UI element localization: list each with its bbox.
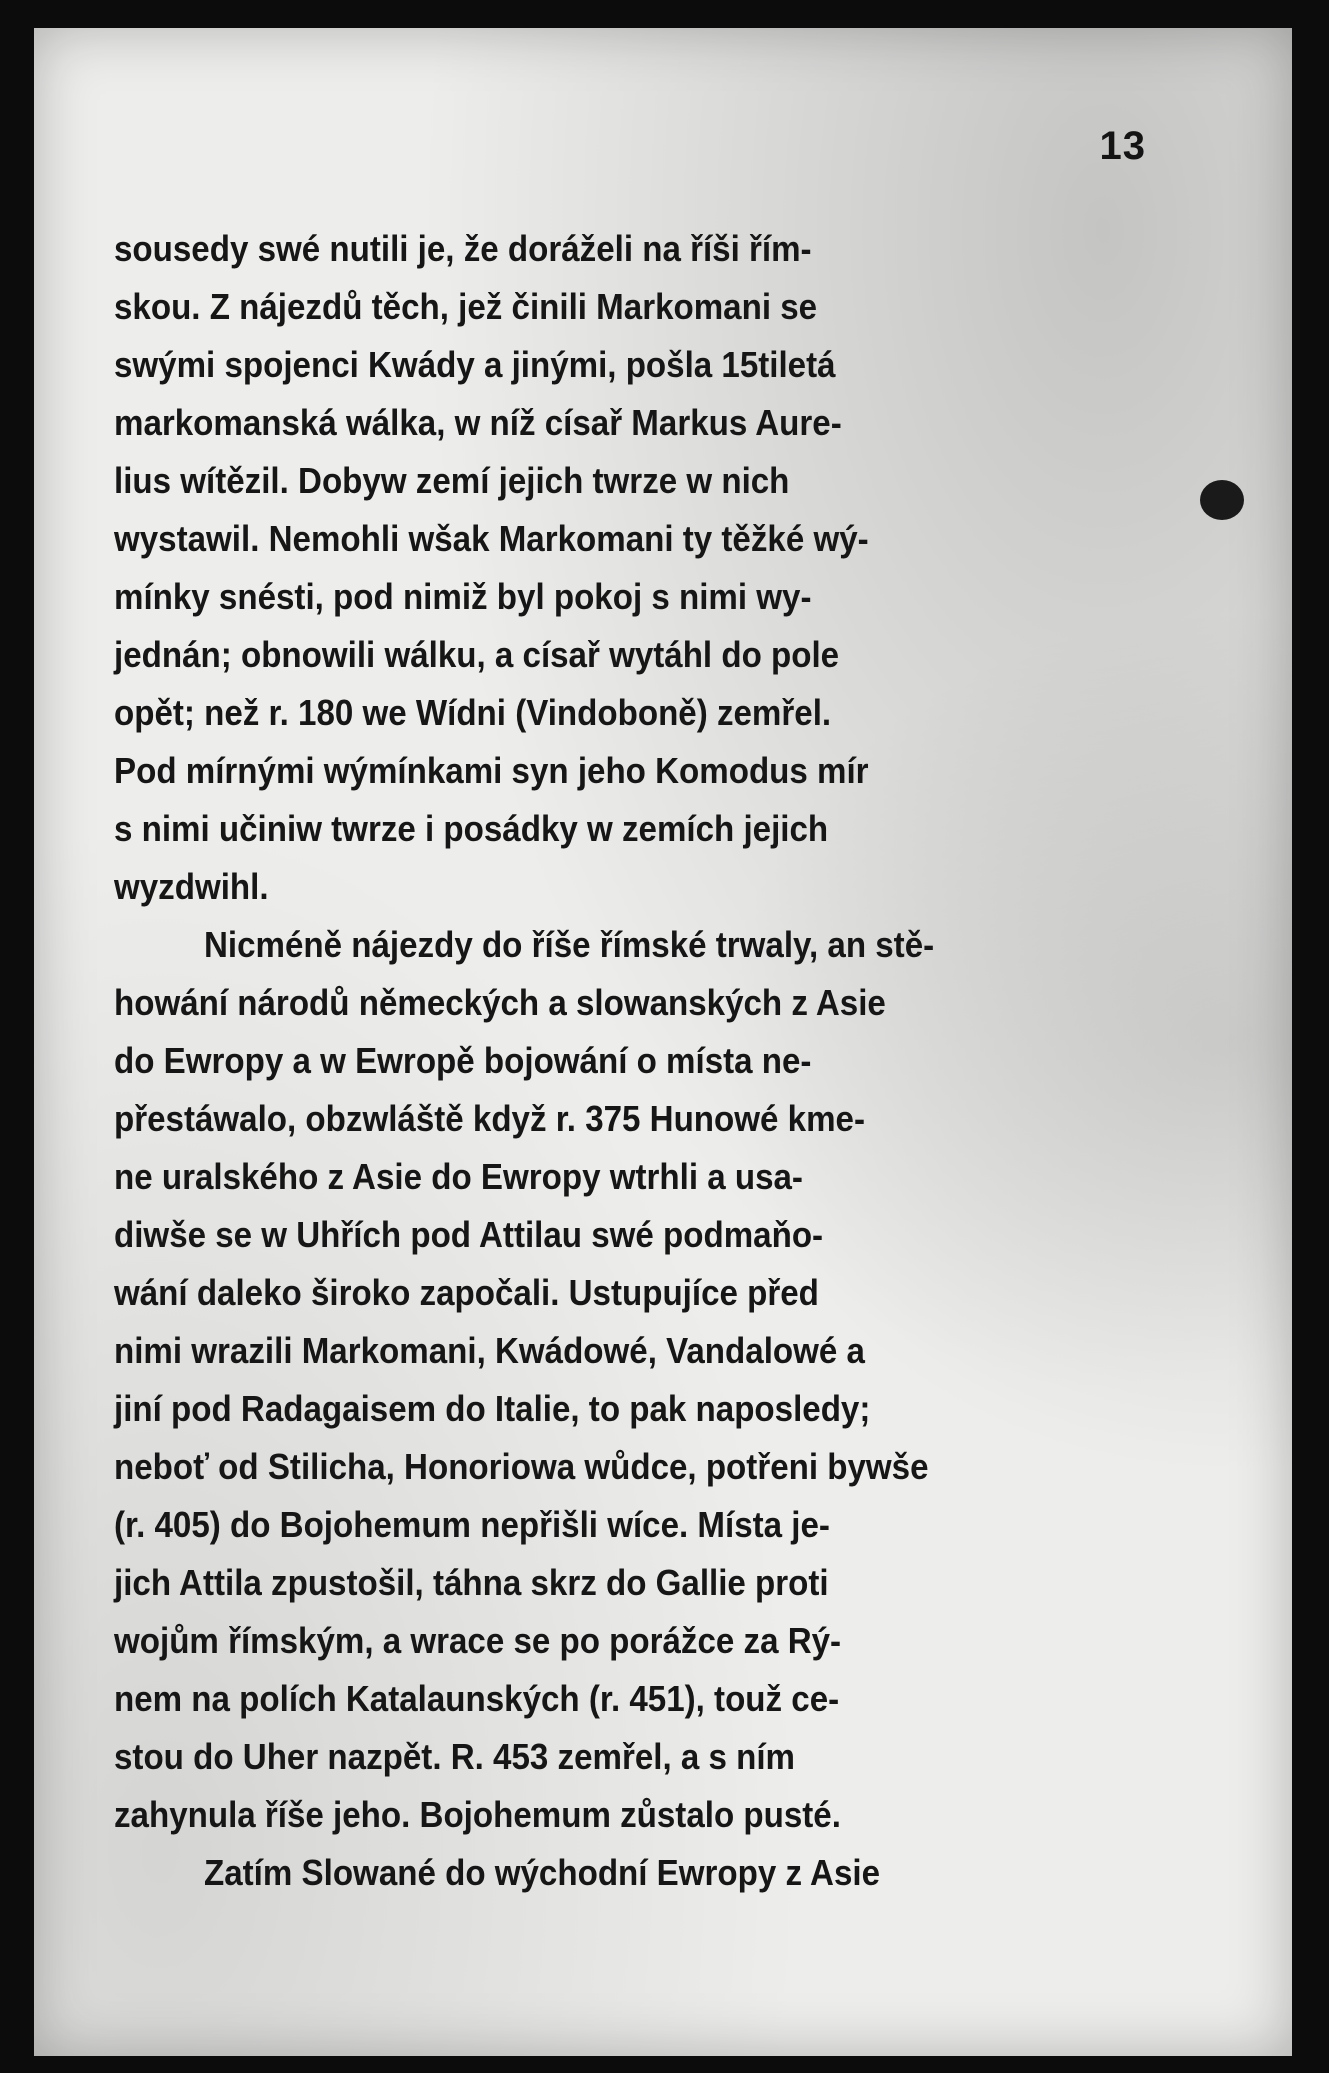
book-page <box>34 28 1292 2056</box>
text-line: zahynula říše jeho. Bojohemum zůstalo pusté. <box>114 1794 841 1835</box>
text-line: wání daleko široko započali. Ustupujíce před <box>114 1272 819 1313</box>
text-line: stou do Uher nazpět. R. 453 zemřel, a s ním <box>114 1736 795 1777</box>
text-line: do Ewropy a w Ewropě bojowání o místa ne- <box>114 1040 812 1081</box>
text-line: nimi wrazili Markomani, Kwádowé, Vandalowé a <box>114 1330 865 1371</box>
text-line: sousedy swé nutili je, že doráželi na říši řím- <box>114 228 812 269</box>
paragraph-first-line: Nicméně nájezdy do říše římské trwaly, an stě- <box>204 924 935 965</box>
text-line: lius wítězil. Dobyw zemí jejich twrze w nich <box>114 460 790 501</box>
text-line: Pod mírnými wýmínkami syn jeho Komodus mír <box>114 750 869 791</box>
paragraph-first-line: Zatím Slowané do wýchodní Ewropy z Asie <box>204 1852 881 1893</box>
text-line: skou. Z nájezdů těch, jež činili Markomani se <box>114 286 818 327</box>
text-line: neboť od Stilicha, Honoriowa wůdce, potřeni bywše <box>114 1446 929 1487</box>
text-line: mínky snésti, pod nimiž byl pokoj s nimi wy- <box>114 576 812 617</box>
text-line: nem na polích Katalaunských (r. 451), touž ce- <box>114 1678 840 1719</box>
text-line: howání národů německých a slowanských z Asie <box>114 982 886 1023</box>
ink-blot <box>1200 480 1244 520</box>
text-line: diwše se w Uhřích pod Attilau swé podmaňo- <box>114 1214 824 1255</box>
text-line: opět; než r. 180 we Wídni (Vindoboně) zemřel. <box>114 692 832 733</box>
text-line: jich Attila zpustošil, táhna skrz do Gallie proti <box>114 1562 829 1603</box>
text-line: (r. 405) do Bojohemum nepřišli wíce. Místa je- <box>114 1504 830 1545</box>
text-line: wyzdwihl. <box>114 866 269 907</box>
text-line: s nimi učiniw twrze i posádky w zemích jejich <box>114 808 829 849</box>
text-line: jiní pod Radagaisem do Italie, to pak naposledy; <box>114 1388 871 1429</box>
page-number: 13 <box>1099 124 1146 168</box>
text-line: jednán; obnowili wálku, a císař wytáhl do pole <box>114 634 840 675</box>
text-line: swými spojenci Kwády a jinými, pošla 15tiletá <box>114 344 836 385</box>
text-line: přestáwalo, obzwláště když r. 375 Hunowé kme- <box>114 1098 865 1139</box>
text-line: markomanská wálka, w níž císař Markus Aure- <box>114 402 842 443</box>
text-line: wystawil. Nemohli wšak Markomani ty těžké wý- <box>114 518 869 559</box>
text-line: ne uralského z Asie do Ewropy wtrhli a usa- <box>114 1156 803 1197</box>
text-line: wojům římským, a wrace se po porážce za Rý- <box>114 1620 842 1661</box>
